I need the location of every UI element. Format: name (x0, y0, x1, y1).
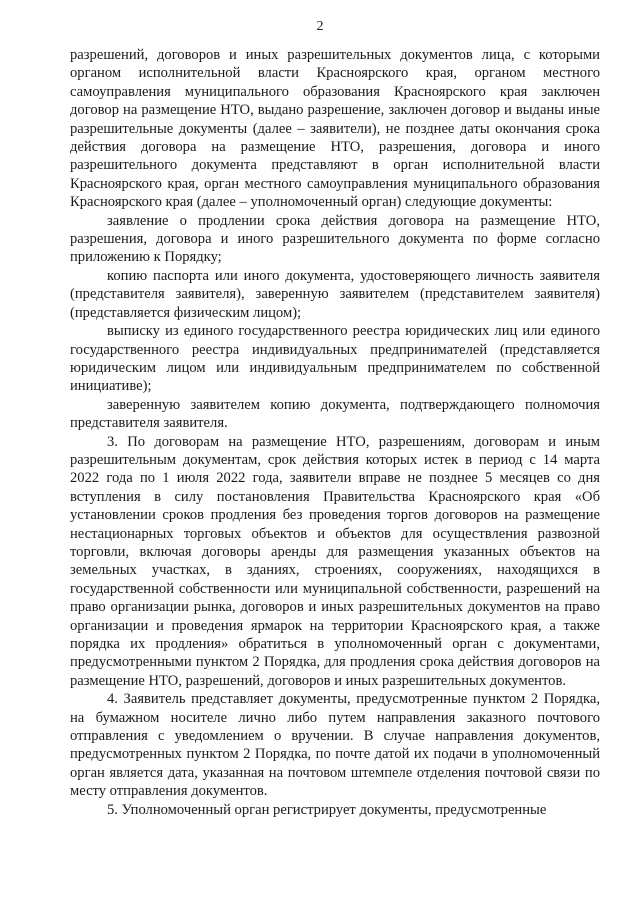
paragraph-clause-3: 3. По договорам на размещение НТО, разрешениям, договорам и иным разрешительным документам, срок действия которых истек в период с 14 марта 2022 года по 1 июля 2022 года, заявители вправе не позднее 5 месяцев со дня вступления в силу постановления Правительства Красноярского края «Об установлении сроков продления без проведения торгов договоров на размещение нестационарных торговых объектов и объектов для осуществления развозной торговли, включая договоры аренды для размещения указанных объектов на земельных участках, в зданиях, строениях, сооружениях, находящихся в государственной собственности или муниципальной собственности, разрешений на право организации рынка, договоров и иных разрешительных документов на право организации и проведения ярмарок на территории Красноярского края, а также порядка их продления» обратиться в уполномоченный орган с документами, предусмотренными пунктом 2 Порядка, для продления срока действия договоров на размещение НТО, разрешений, договоров и иных разрешительных документов. (70, 433, 600, 689)
paragraph-power-of-attorney-item: заверенную заявителем копию документа, подтверждающего полномочия представителя заявителя. (70, 396, 600, 432)
document-body (70, 46, 600, 819)
paragraph-clause-4: 4. Заявитель представляет документы, предусмотренные пунктом 2 Порядка, на бумажном носителе лично либо путем направления заказного почтового отправления с уведомлением о вручении. В случае направления документов, предусмотренных пунктом 2 Порядка, по почте датой их подачи в уполномоченный орган является дата, указанная на почтовом штемпеле отделения почтовой связи по месту отправления документов. (70, 691, 600, 800)
paragraph-continuation: разрешений, договоров и иных разрешительных документов лица, с которыми органом исполнительной власти Красноярского края, органом местного самоуправления муниципального образования Красноярского края заключен договор на размещение НТО, выдано разрешение, заключен договор и выданы иные разрешительные документы (далее – заявители), не позднее даты окончания срока действия договора на размещение НТО, разрешения, договора и иного разрешительного документа представляют в орган исполнительной власти Красноярского края, орган местного самоуправления муниципального образования Красноярского края (далее – уполномоченный орган) следующие документы: (70, 47, 600, 211)
paragraph-clause-5: 5. Уполномоченный орган регистрирует документы, предусмотренные (107, 801, 547, 818)
page-number: 2 (316, 19, 324, 34)
paragraph-registry-extract-item: выписку из единого государственного реестра юридических лиц или единого государственного реестра индивидуальных предпринимателей (представляется юридическим лицом или индивидуальным предпринимателем по собственной инициативе); (70, 323, 600, 395)
paragraph-application-item: заявление о продлении срока действия договора на размещение НТО, разрешения, договора и иного разрешительного документа по форме согласно приложению к Порядку; (70, 212, 600, 266)
paragraph-passport-item: копию паспорта или иного документа, удостоверяющего личность заявителя (представителя заявителя), заверенную заявителем (представителем заявителя) (представляется физическим лицом); (70, 267, 600, 321)
